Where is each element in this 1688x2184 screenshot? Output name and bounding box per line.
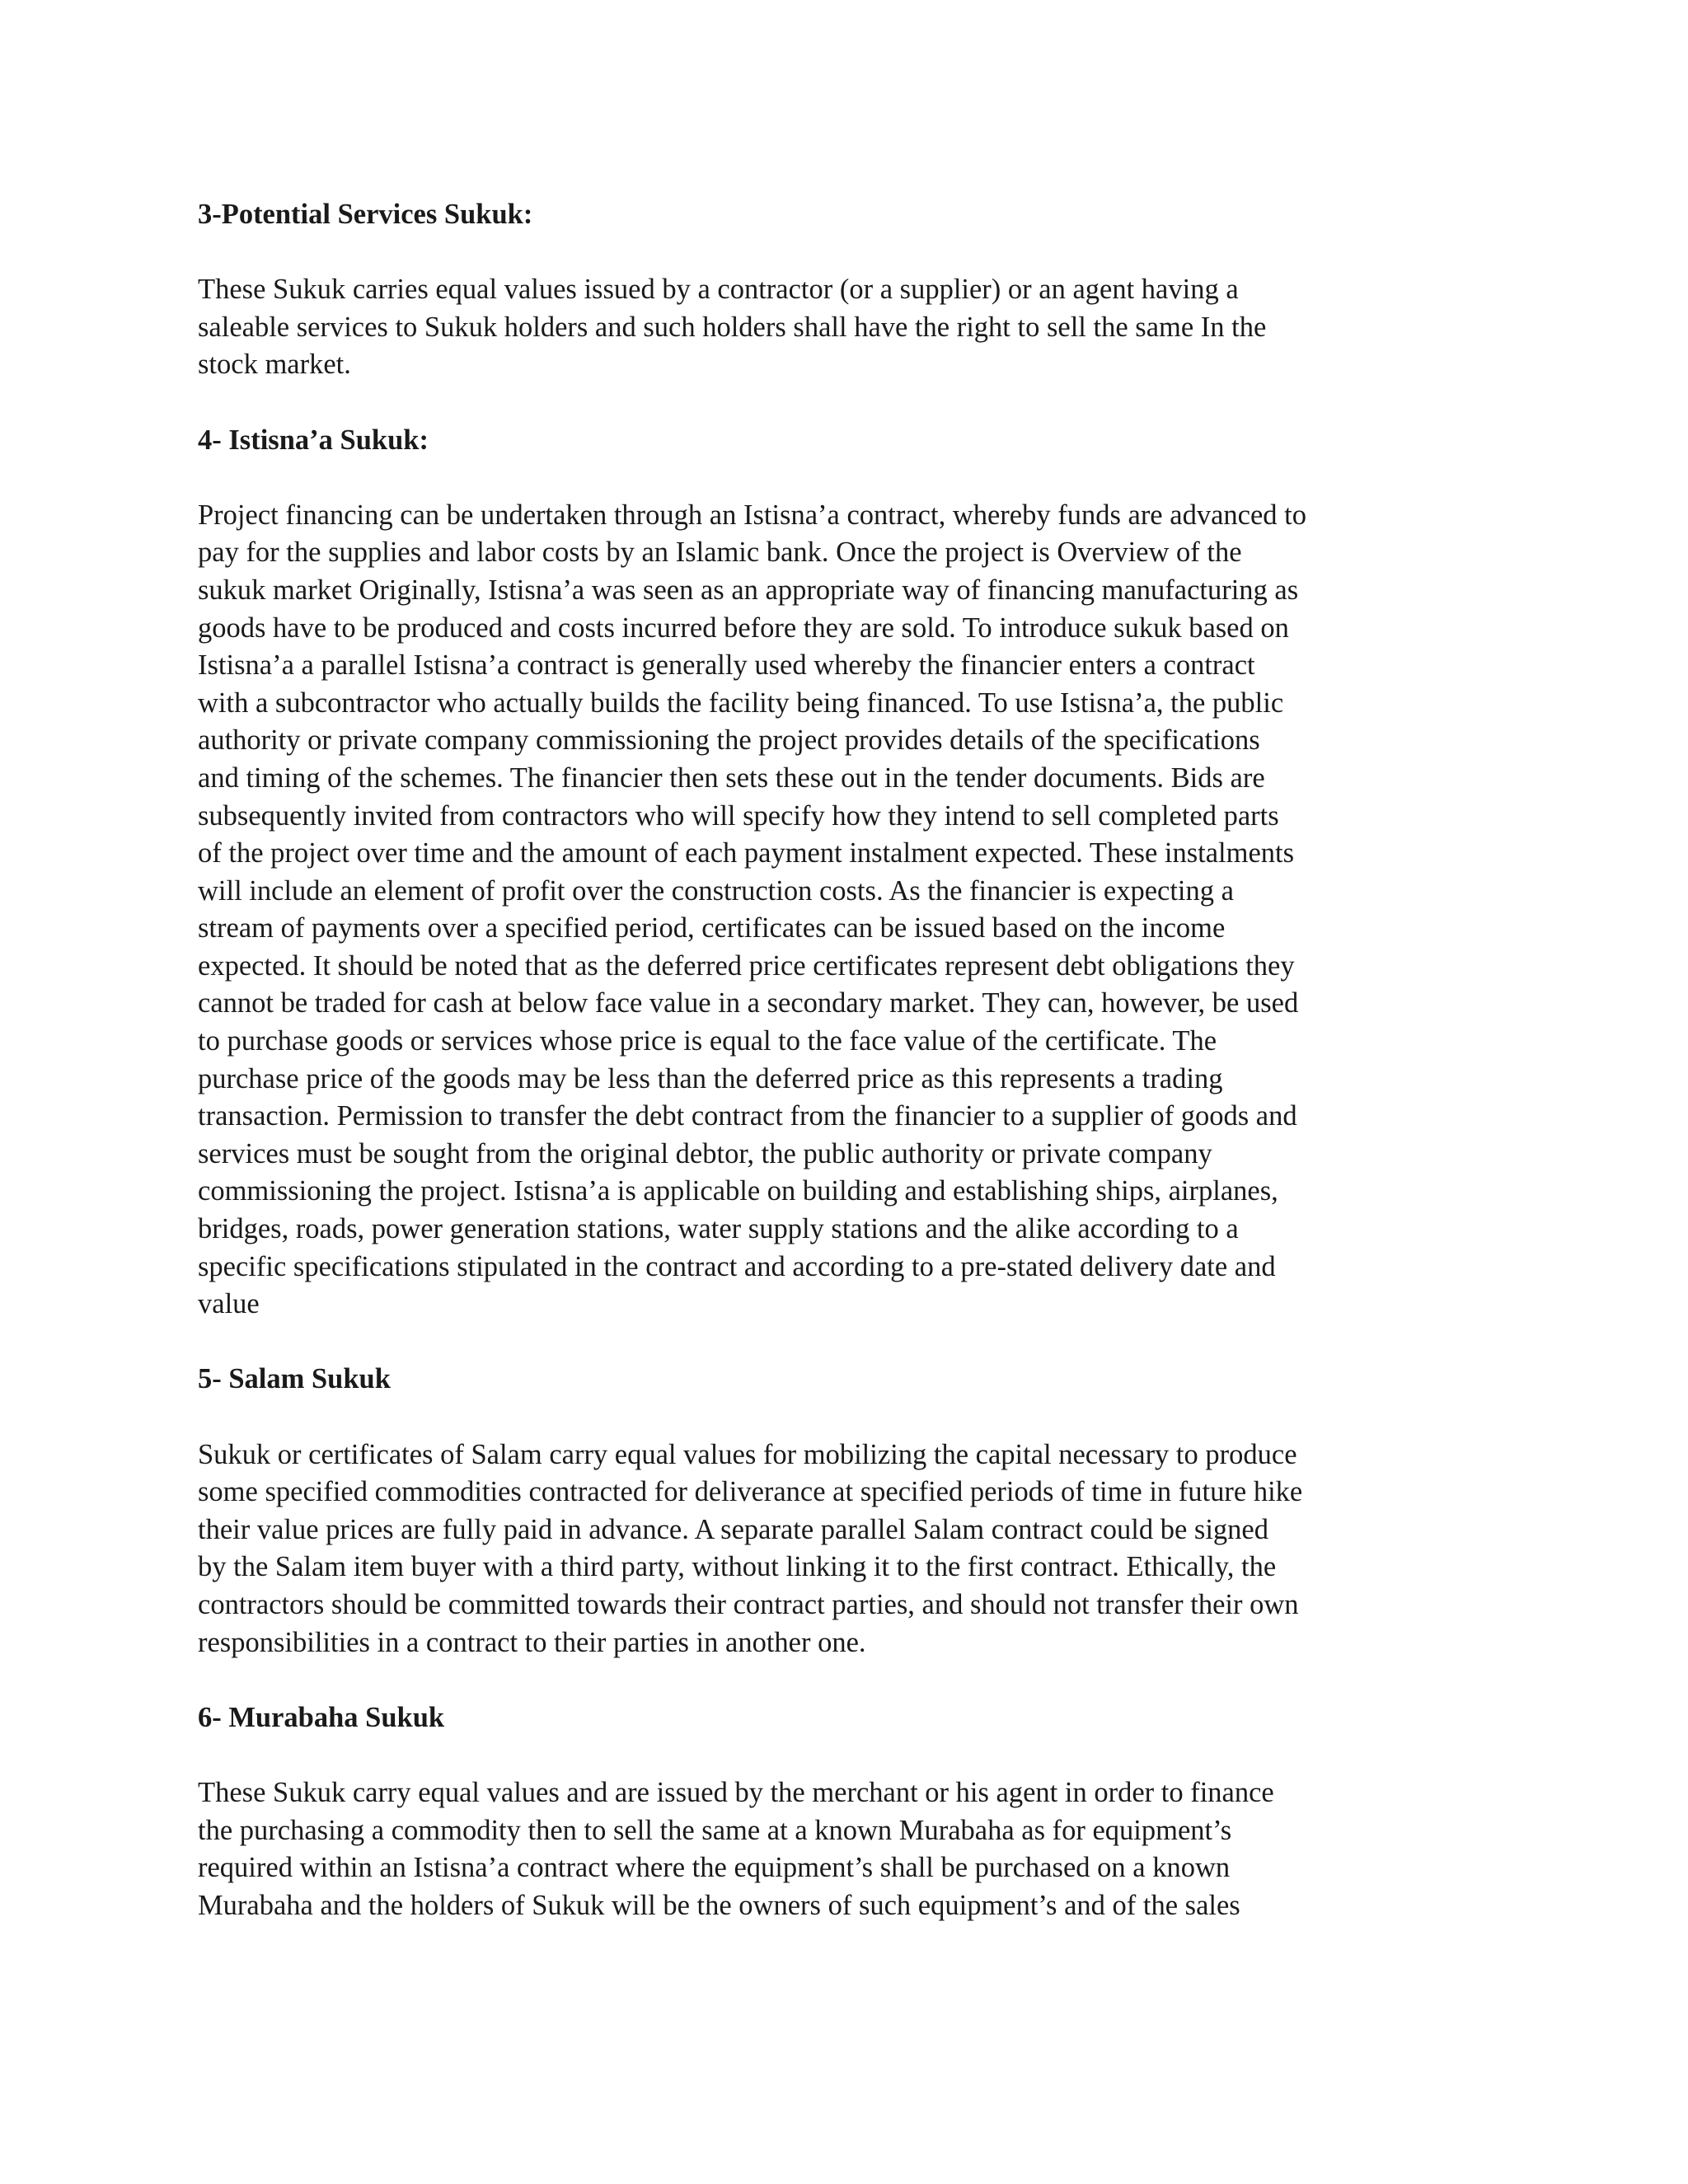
paragraph-line: of the project over time and the amount of each payment instalment expected. These instalments bbox=[198, 837, 1295, 869]
paragraph-line: with a subcontractor who actually builds the facility being financed. To use Istisna’a, the public bbox=[198, 687, 1284, 719]
paragraph-line: transaction. Permission to transfer the debt contract from the financier to a supplier of goods and bbox=[198, 1100, 1297, 1132]
paragraph-line: sukuk market Originally, Istisna’a was seen as an appropriate way of financing manufacturing as bbox=[198, 574, 1299, 606]
paragraph-line: responsibilities in a contract to their parties in another one. bbox=[198, 1626, 866, 1658]
document-body bbox=[198, 196, 1484, 1962]
paragraph-line: These Sukuk carry equal values and are issued by the merchant or his agent in order to finance bbox=[198, 1776, 1274, 1808]
section-heading: 5- Salam Sukuk bbox=[198, 1363, 391, 1395]
paragraph-line: pay for the supplies and labor costs by an Islamic bank. Once the project is Overview of the bbox=[198, 537, 1242, 569]
paragraph-line: and timing of the schemes. The financier then sets these out in the tender documents. Bids are bbox=[198, 762, 1265, 794]
paragraph-line: stream of payments over a specified period, certificates can be issued based on the income bbox=[198, 912, 1226, 944]
paragraph-line: subsequently invited from contractors who will specify how they intend to sell completed parts bbox=[198, 799, 1279, 832]
section bbox=[198, 1361, 1484, 1661]
paragraph-line: by the Salam item buyer with a third party, without linking it to the first contract. Ethically, the bbox=[198, 1551, 1277, 1583]
paragraph-line: Istisna’a a parallel Istisna’a contract is generally used whereby the financier enters a contract bbox=[198, 649, 1255, 682]
paragraph-line: value bbox=[198, 1288, 260, 1320]
paragraph-line: Sukuk or certificates of Salam carry equal values for mobilizing the capital necessary to produce bbox=[198, 1438, 1297, 1470]
paragraph-line: stock market. bbox=[198, 349, 351, 381]
paragraph-line: goods have to be produced and costs incurred before they are sold. To introduce sukuk based on bbox=[198, 612, 1289, 644]
paragraph-line: Murabaha and the holders of Sukuk will be the owners of such equipment’s and of the sales bbox=[198, 1889, 1240, 1921]
paragraph-line: cannot be traded for cash at below face value in a secondary market. They can, however, be used bbox=[198, 987, 1299, 1019]
section-paragraph bbox=[198, 497, 1484, 1324]
paragraph-line: purchase price of the goods may be less than the deferred price as this represents a trading bbox=[198, 1062, 1223, 1094]
paragraph-line: specific specifications stipulated in the contract and according to a pre-stated delivery date and bbox=[198, 1250, 1276, 1282]
paragraph-line: commissioning the project. Istisna’a is applicable on building and establishing ships, airplanes, bbox=[198, 1175, 1278, 1207]
section bbox=[198, 422, 1484, 1324]
paragraph-line: some specified commodities contracted for deliverance at specified periods of time in future hike bbox=[198, 1476, 1303, 1508]
paragraph-line: will include an element of profit over the construction costs. As the financier is expecting a bbox=[198, 874, 1234, 907]
section-heading: 4- Istisna’a Sukuk: bbox=[198, 424, 429, 456]
paragraph-line: bridges, roads, power generation stations, water supply stations and the alike according to a bbox=[198, 1213, 1239, 1245]
paragraph-line: saleable services to Sukuk holders and such holders shall have the right to sell the same In the bbox=[198, 311, 1267, 343]
paragraph-line: to purchase goods or services whose price is equal to the face value of the certificate. The bbox=[198, 1025, 1217, 1057]
section bbox=[198, 1699, 1484, 1925]
section-heading: 6- Murabaha Sukuk bbox=[198, 1701, 445, 1733]
paragraph-line: These Sukuk carries equal values issued by a contractor (or a supplier) or an agent having a bbox=[198, 274, 1239, 306]
paragraph-line: expected. It should be noted that as the deferred price certificates represent debt obligations they bbox=[198, 949, 1295, 982]
paragraph-line: authority or private company commissioning the project provides details of the specifications bbox=[198, 724, 1260, 757]
section-paragraph bbox=[198, 1436, 1484, 1662]
paragraph-line: required within an Istisna’a contract where the equipment’s shall be purchased on a known bbox=[198, 1852, 1231, 1884]
paragraph-line: contractors should be committed towards their contract parties, and should not transfer their own bbox=[198, 1588, 1299, 1620]
section bbox=[198, 196, 1484, 384]
paragraph-line: services must be sought from the original debtor, the public authority or private company bbox=[198, 1137, 1212, 1169]
paragraph-line: the purchasing a commodity then to sell the same at a known Murabaha as for equipment’s bbox=[198, 1814, 1232, 1846]
section-paragraph bbox=[198, 271, 1484, 384]
section-heading: 3-Potential Services Sukuk: bbox=[198, 199, 533, 230]
paragraph-line: their value prices are fully paid in advance. A separate parallel Salam contract could be signed bbox=[198, 1513, 1268, 1545]
section-paragraph bbox=[198, 1774, 1484, 1924]
paragraph-line: Project financing can be undertaken through an Istisna’a contract, whereby funds are advanced to bbox=[198, 499, 1306, 531]
